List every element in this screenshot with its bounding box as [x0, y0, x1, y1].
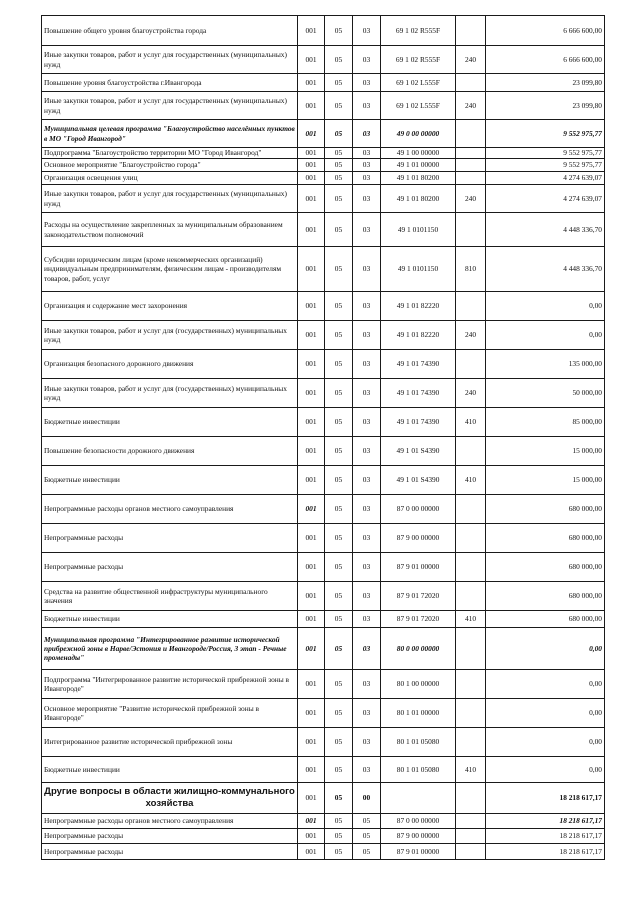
amount-value: 680 000,00 — [486, 553, 605, 582]
table-row — [42, 553, 605, 582]
target-article-code: 49 0 00 00000 — [381, 120, 456, 148]
admin-code: 001 — [298, 172, 325, 185]
target-article-code: 49 1 01 74390 — [381, 350, 456, 379]
table-row — [42, 466, 605, 495]
row-name: Расходы на осуществление закрепленных за муниципальным образованием законодательством полномочий — [42, 213, 298, 247]
admin-code: 001 — [298, 814, 325, 829]
subsection-code: 03 — [353, 247, 381, 292]
section-code: 05 — [325, 783, 353, 814]
admin-code: 001 — [298, 524, 325, 553]
row-name: Подпрограмма "Благоустройство территории МО "Город Ивангород" — [42, 148, 298, 159]
admin-code: 001 — [298, 321, 325, 350]
row-name: Основное мероприятие "Развитие исторической прибрежной зоны в Ивангороде" — [42, 699, 298, 728]
admin-code: 001 — [298, 213, 325, 247]
target-article-code: 80 1 01 05080 — [381, 757, 456, 783]
admin-code: 001 — [298, 553, 325, 582]
amount-value: 135 000,00 — [486, 350, 605, 379]
subsection-code: 05 — [353, 814, 381, 829]
section-code: 05 — [325, 16, 353, 46]
target-article-code: 49 1 01 S4390 — [381, 466, 456, 495]
target-article-code: 69 1 02 R555F — [381, 16, 456, 46]
amount-value: 680 000,00 — [486, 582, 605, 611]
admin-code: 001 — [298, 699, 325, 728]
row-name: Организация освещения улиц — [42, 172, 298, 185]
section-code: 05 — [325, 814, 353, 829]
row-name: Непрограммные расходы — [42, 829, 298, 844]
section-code: 05 — [325, 757, 353, 783]
subsection-code: 03 — [353, 172, 381, 185]
section-code: 05 — [325, 292, 353, 321]
target-article-code: 87 9 01 00000 — [381, 553, 456, 582]
table-row — [42, 185, 605, 213]
row-name: Бюджетные инвестиции — [42, 408, 298, 437]
expense-type-code — [456, 728, 486, 757]
admin-code: 001 — [298, 46, 325, 74]
table-row — [42, 159, 605, 172]
amount-value: 4 448 336,70 — [486, 213, 605, 247]
row-name: Иные закупки товаров, работ и услуг для (государственных) муниципальных нужд — [42, 321, 298, 350]
target-article-code: 80 0 00 00000 — [381, 628, 456, 670]
expense-type-code — [456, 582, 486, 611]
target-article-code: 87 9 01 00000 — [381, 844, 456, 860]
amount-value: 6 666 600,00 — [486, 46, 605, 74]
table-row — [42, 814, 605, 829]
subsection-code: 03 — [353, 46, 381, 74]
budget-table — [41, 15, 605, 860]
amount-value: 15 000,00 — [486, 466, 605, 495]
section-code: 05 — [325, 379, 353, 408]
target-article-code: 49 1 01 00000 — [381, 159, 456, 172]
amount-value: 4 274 639,07 — [486, 172, 605, 185]
expense-type-code — [456, 814, 486, 829]
subsection-code: 03 — [353, 628, 381, 670]
target-article-code: 80 1 01 05080 — [381, 728, 456, 757]
table-row — [42, 670, 605, 699]
target-article-code: 49 1 01 74390 — [381, 379, 456, 408]
amount-value: 50 000,00 — [486, 379, 605, 408]
target-article-code: 49 1 01 80200 — [381, 185, 456, 213]
expense-type-code: 410 — [456, 757, 486, 783]
row-name: Иные закупки товаров, работ и услуг для государственных (муниципальных) нужд — [42, 185, 298, 213]
table-row — [42, 611, 605, 628]
row-name: Интегрированное развитие исторической прибрежной зоны — [42, 728, 298, 757]
admin-code: 001 — [298, 379, 325, 408]
target-article-code: 87 9 00 00000 — [381, 829, 456, 844]
row-name: Другие вопросы в области жилищно-коммунального хозяйства — [42, 783, 298, 814]
section-code: 05 — [325, 495, 353, 524]
section-code: 05 — [325, 553, 353, 582]
expense-type-code — [456, 159, 486, 172]
subsection-code: 03 — [353, 524, 381, 553]
expense-type-code — [456, 553, 486, 582]
subsection-code: 03 — [353, 728, 381, 757]
subsection-code: 05 — [353, 844, 381, 860]
table-row — [42, 437, 605, 466]
admin-code: 001 — [298, 148, 325, 159]
row-name: Повышение уровня благоустройства г.Ивангорода — [42, 74, 298, 92]
admin-code: 001 — [298, 628, 325, 670]
amount-value: 0,00 — [486, 292, 605, 321]
subsection-code: 03 — [353, 120, 381, 148]
expense-type-code — [456, 437, 486, 466]
admin-code: 001 — [298, 611, 325, 628]
amount-value: 0,00 — [486, 757, 605, 783]
amount-value: 680 000,00 — [486, 611, 605, 628]
table-row — [42, 628, 605, 670]
subsection-code: 03 — [353, 582, 381, 611]
row-name: Бюджетные инвестиции — [42, 757, 298, 783]
target-article-code: 49 1 01 82220 — [381, 321, 456, 350]
target-article-code: 69 1 02 R555F — [381, 46, 456, 74]
row-name: Организация безопасного дорожного движения — [42, 350, 298, 379]
expense-type-code — [456, 16, 486, 46]
section-code: 05 — [325, 321, 353, 350]
table-row — [42, 292, 605, 321]
row-name: Непрограммные расходы — [42, 524, 298, 553]
expense-type-code — [456, 350, 486, 379]
amount-value: 0,00 — [486, 321, 605, 350]
expense-type-code — [456, 628, 486, 670]
table-row — [42, 120, 605, 148]
row-name: Иные закупки товаров, работ и услуг для государственных (муниципальных) нужд — [42, 92, 298, 120]
expense-type-code — [456, 74, 486, 92]
target-article-code: 87 9 01 72020 — [381, 582, 456, 611]
admin-code: 001 — [298, 247, 325, 292]
subsection-code: 03 — [353, 611, 381, 628]
target-article-code: 87 0 00 00000 — [381, 495, 456, 524]
section-code: 05 — [325, 582, 353, 611]
row-name: Муниципальная целевая программа "Благоустройство населённых пунктов в МО "Город Ивангород" — [42, 120, 298, 148]
subsection-code: 03 — [353, 495, 381, 524]
amount-value: 0,00 — [486, 628, 605, 670]
expense-type-code — [456, 783, 486, 814]
amount-value: 18 218 617,17 — [486, 844, 605, 860]
subsection-code: 03 — [353, 670, 381, 699]
row-name: Бюджетные инвестиции — [42, 466, 298, 495]
admin-code: 001 — [298, 783, 325, 814]
row-name: Средства на развитие общественной инфраструктуры муниципального значения — [42, 582, 298, 611]
table-row — [42, 495, 605, 524]
amount-value: 9 552 975,77 — [486, 148, 605, 159]
row-name: Повышение общего уровня благоустройства города — [42, 16, 298, 46]
subsection-code: 03 — [353, 74, 381, 92]
section-code: 05 — [325, 213, 353, 247]
amount-value: 680 000,00 — [486, 495, 605, 524]
section-code: 05 — [325, 437, 353, 466]
expense-type-code: 240 — [456, 321, 486, 350]
row-name: Иные закупки товаров, работ и услуг для государственных (муниципальных) нужд — [42, 46, 298, 74]
expense-type-code: 240 — [456, 46, 486, 74]
target-article-code: 80 1 01 00000 — [381, 699, 456, 728]
amount-value: 6 666 600,00 — [486, 16, 605, 46]
expense-type-code — [456, 699, 486, 728]
expense-type-code: 410 — [456, 611, 486, 628]
subsection-code: 03 — [353, 350, 381, 379]
row-name: Муниципальная программа "Интегрированное развитие исторической прибрежной зоны в Нарве/Эстония и Ивангороде/Россия, 3 этап - Речные променады" — [42, 628, 298, 670]
section-code: 05 — [325, 92, 353, 120]
subsection-code: 03 — [353, 553, 381, 582]
expense-type-code — [456, 292, 486, 321]
admin-code: 001 — [298, 120, 325, 148]
row-name: Бюджетные инвестиции — [42, 611, 298, 628]
amount-value: 23 099,80 — [486, 92, 605, 120]
section-code: 05 — [325, 466, 353, 495]
section-code: 05 — [325, 728, 353, 757]
target-article-code: 49 1 01 80200 — [381, 172, 456, 185]
table-row — [42, 699, 605, 728]
row-name: Субсидии юридическим лицам (кроме некоммерческих организаций) индивидуальным предпринимателям, физическим лицам - производителям товаров, работ, услуг — [42, 247, 298, 292]
table-row — [42, 524, 605, 553]
section-code: 05 — [325, 408, 353, 437]
subsection-code: 03 — [353, 408, 381, 437]
admin-code: 001 — [298, 757, 325, 783]
amount-value: 18 218 617,17 — [486, 829, 605, 844]
admin-code: 001 — [298, 437, 325, 466]
table-row — [42, 172, 605, 185]
row-name: Подпрограмма "Интегрированное развитие исторической прибрежной зоны в Ивангороде" — [42, 670, 298, 699]
section-code: 05 — [325, 699, 353, 728]
subsection-code: 03 — [353, 757, 381, 783]
amount-value: 0,00 — [486, 728, 605, 757]
subsection-code: 03 — [353, 699, 381, 728]
table-row — [42, 829, 605, 844]
table-row — [42, 46, 605, 74]
target-article-code: 69 1 02 L555F — [381, 92, 456, 120]
amount-value: 15 000,00 — [486, 437, 605, 466]
subsection-code: 03 — [353, 92, 381, 120]
admin-code: 001 — [298, 74, 325, 92]
section-code: 05 — [325, 159, 353, 172]
target-article-code — [381, 783, 456, 814]
target-article-code: 49 1 01 82220 — [381, 292, 456, 321]
section-code: 05 — [325, 350, 353, 379]
expense-type-code — [456, 120, 486, 148]
table-row — [42, 350, 605, 379]
table-row — [42, 757, 605, 783]
expense-type-code — [456, 148, 486, 159]
table-row — [42, 379, 605, 408]
admin-code: 001 — [298, 844, 325, 860]
subsection-code: 03 — [353, 379, 381, 408]
target-article-code: 87 9 00 00000 — [381, 524, 456, 553]
target-article-code: 87 9 01 72020 — [381, 611, 456, 628]
expense-type-code — [456, 844, 486, 860]
subsection-code: 03 — [353, 292, 381, 321]
admin-code: 001 — [298, 185, 325, 213]
target-article-code: 87 0 00 00000 — [381, 814, 456, 829]
subsection-code: 03 — [353, 148, 381, 159]
subsection-code: 03 — [353, 321, 381, 350]
admin-code: 001 — [298, 670, 325, 699]
subsection-code: 03 — [353, 185, 381, 213]
expense-type-code — [456, 829, 486, 844]
amount-value: 18 218 617,17 — [486, 814, 605, 829]
section-code: 05 — [325, 829, 353, 844]
row-name: Непрограммные расходы — [42, 553, 298, 582]
target-article-code: 80 1 00 00000 — [381, 670, 456, 699]
amount-value: 9 552 975,77 — [486, 120, 605, 148]
expense-type-code — [456, 172, 486, 185]
expense-type-code — [456, 213, 486, 247]
table-row — [42, 783, 605, 814]
target-article-code: 69 1 02 L555F — [381, 74, 456, 92]
row-name: Непрограммные расходы органов местного самоуправления — [42, 495, 298, 524]
expense-type-code: 810 — [456, 247, 486, 292]
admin-code: 001 — [298, 16, 325, 46]
expense-type-code: 410 — [456, 408, 486, 437]
section-code: 05 — [325, 185, 353, 213]
section-code: 05 — [325, 524, 353, 553]
expense-type-code — [456, 670, 486, 699]
table-row — [42, 92, 605, 120]
subsection-code: 03 — [353, 159, 381, 172]
table-row — [42, 213, 605, 247]
expense-type-code: 240 — [456, 92, 486, 120]
amount-value: 4 274 639,07 — [486, 185, 605, 213]
subsection-code: 03 — [353, 466, 381, 495]
admin-code: 001 — [298, 495, 325, 524]
section-code: 05 — [325, 247, 353, 292]
table-row — [42, 247, 605, 292]
admin-code: 001 — [298, 159, 325, 172]
table-row — [42, 16, 605, 46]
amount-value: 0,00 — [486, 670, 605, 699]
row-name: Организация и содержание мест захоронения — [42, 292, 298, 321]
target-article-code: 49 1 00 00000 — [381, 148, 456, 159]
section-code: 05 — [325, 148, 353, 159]
subsection-code: 05 — [353, 829, 381, 844]
section-code: 05 — [325, 611, 353, 628]
admin-code: 001 — [298, 408, 325, 437]
budget-table-body — [42, 16, 605, 860]
table-row — [42, 321, 605, 350]
table-row — [42, 728, 605, 757]
row-name: Повышение безопасности дорожного движения — [42, 437, 298, 466]
subsection-code: 03 — [353, 16, 381, 46]
table-row — [42, 408, 605, 437]
amount-value: 9 552 975,77 — [486, 159, 605, 172]
admin-code: 001 — [298, 829, 325, 844]
expense-type-code — [456, 524, 486, 553]
amount-value: 0,00 — [486, 699, 605, 728]
expense-type-code: 240 — [456, 379, 486, 408]
amount-value: 680 000,00 — [486, 524, 605, 553]
table-row — [42, 844, 605, 860]
amount-value: 85 000,00 — [486, 408, 605, 437]
section-code: 05 — [325, 172, 353, 185]
target-article-code: 49 1 01 74390 — [381, 408, 456, 437]
subsection-code: 03 — [353, 437, 381, 466]
target-article-code: 49 1 0101150 — [381, 213, 456, 247]
target-article-code: 49 1 0101150 — [381, 247, 456, 292]
section-code: 05 — [325, 628, 353, 670]
amount-value: 23 099,80 — [486, 74, 605, 92]
amount-value: 18 218 617,17 — [486, 783, 605, 814]
section-code: 05 — [325, 670, 353, 699]
admin-code: 001 — [298, 292, 325, 321]
section-code: 05 — [325, 120, 353, 148]
section-code: 05 — [325, 844, 353, 860]
admin-code: 001 — [298, 92, 325, 120]
admin-code: 001 — [298, 582, 325, 611]
section-code: 05 — [325, 46, 353, 74]
table-row — [42, 148, 605, 159]
admin-code: 001 — [298, 728, 325, 757]
expense-type-code: 410 — [456, 466, 486, 495]
row-name: Непрограммные расходы органов местного самоуправления — [42, 814, 298, 829]
target-article-code: 49 1 01 S4390 — [381, 437, 456, 466]
expense-type-code: 240 — [456, 185, 486, 213]
subsection-code: 03 — [353, 213, 381, 247]
row-name: Основное мероприятие "Благоустройство города" — [42, 159, 298, 172]
table-row — [42, 582, 605, 611]
table-row — [42, 74, 605, 92]
row-name: Непрограммные расходы — [42, 844, 298, 860]
expense-type-code — [456, 495, 486, 524]
subsection-code: 00 — [353, 783, 381, 814]
amount-value: 4 448 336,70 — [486, 247, 605, 292]
admin-code: 001 — [298, 350, 325, 379]
row-name: Иные закупки товаров, работ и услуг для (государственных) муниципальных нужд — [42, 379, 298, 408]
admin-code: 001 — [298, 466, 325, 495]
section-code: 05 — [325, 74, 353, 92]
